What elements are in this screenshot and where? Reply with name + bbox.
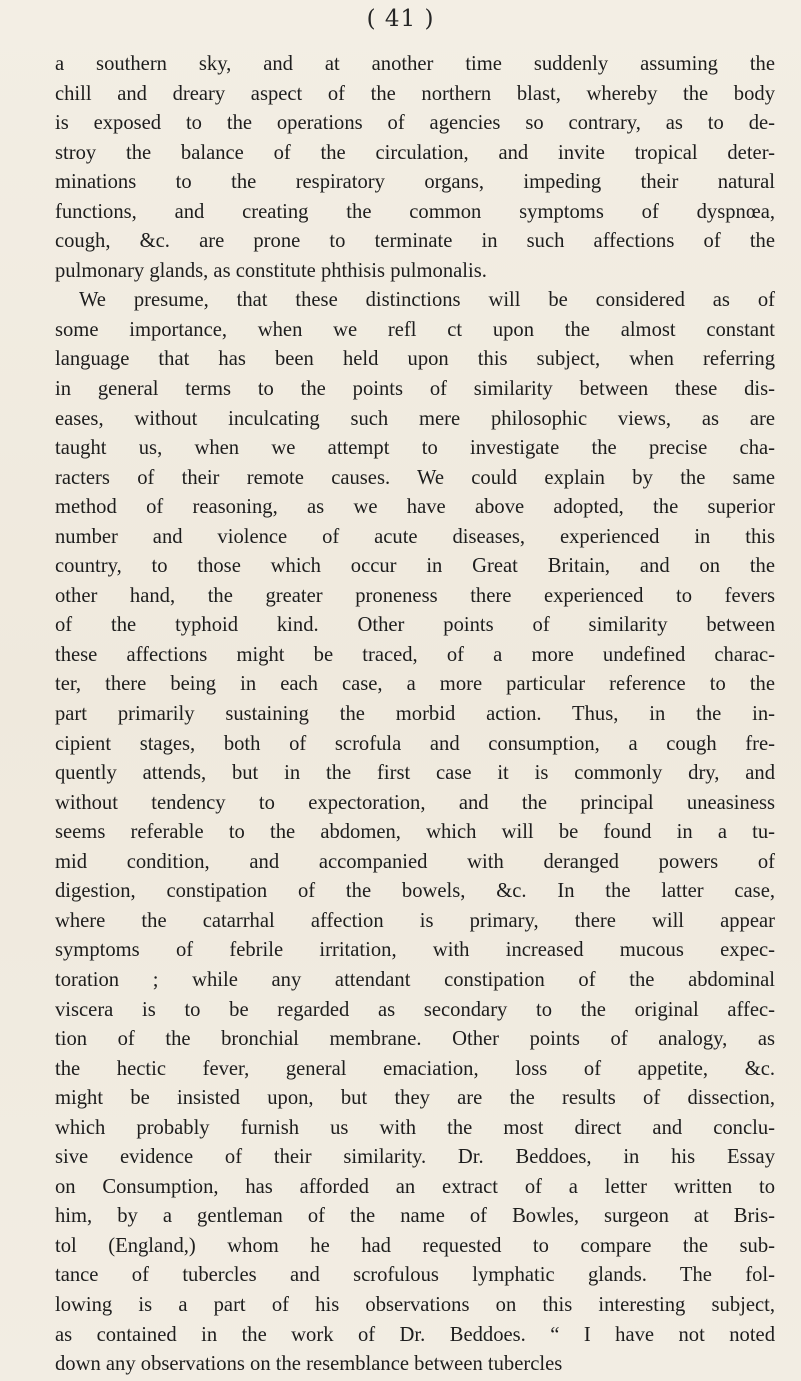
text-line: toration ; while any attendant constipation of the abdominal (55, 968, 775, 991)
text-line: down any observations on the resemblance between tubercles (55, 1353, 563, 1376)
text-line: cough, &c. are prone to terminate in such affections of the (55, 230, 775, 253)
text-line: digestion, constipation of the bowels, &c. In the latter case, (55, 880, 775, 903)
text-line: tance of tubercles and scrofulous lymphatic glands. The fol- (55, 1264, 775, 1287)
text-line: number and violence of acute diseases, experienced in this (55, 525, 775, 548)
text-line: where the catarrhal affection is primary, there will appear (55, 909, 775, 932)
text-line: him, by a gentleman of the name of Bowles, surgeon at Bris- (55, 1205, 775, 1228)
text-line: part primarily sustaining the morbid action. Thus, in the in- (55, 703, 775, 726)
text-line: seems referable to the abdomen, which will be found in a tu- (55, 821, 775, 844)
text-line: functions, and creating the common symptoms of dyspnœa, (55, 200, 775, 223)
text-line: on Consumption, has afforded an extract of a letter written to (55, 1175, 775, 1198)
text-line: eases, without inculcating such mere philosophic views, as are (55, 407, 775, 430)
text-line: pulmonary glands, as constitute phthisis pulmonalis. (55, 259, 487, 282)
text-line: symptoms of febrile irritation, with increased mucous expec- (55, 939, 775, 962)
text-line: method of reasoning, as we have above adopted, the superior (55, 496, 775, 519)
text-line: taught us, when we attempt to investigate the precise cha- (55, 437, 775, 460)
text-line: viscera is to be regarded as secondary to the original affec- (55, 998, 775, 1021)
text-line: the hectic fever, general emaciation, loss of appetite, &c. (55, 1057, 775, 1080)
text-line: a southern sky, and at another time suddenly assuming the (55, 53, 775, 75)
text-line: without tendency to expectoration, and the principal uneasiness (55, 791, 775, 814)
text-line: cipient stages, both of scrofula and consumption, a cough fre- (55, 732, 775, 755)
text-line: country, to those which occur in Great Britain, and on the (55, 555, 775, 578)
text-line: is exposed to the operations of agencies so contrary, as to de- (55, 112, 775, 135)
text-line: racters of their remote causes. We could explain by the same (55, 466, 775, 489)
text-line: chill and dreary aspect of the northern blast, whereby the body (55, 82, 775, 105)
page-number: ( 41 ) (366, 6, 435, 32)
body-text (55, 50, 775, 1380)
text-line: ter, there being in each case, a more particular reference to the (55, 673, 775, 696)
text-line: these affections might be traced, of a more undefined charac- (55, 643, 775, 666)
text-line: might be insisted upon, but they are the results of dissection, (55, 1087, 775, 1110)
text-line: some importance, when we refl ct upon the almost constant (55, 318, 775, 341)
text-line: which probably furnish us with the most direct and conclu- (55, 1116, 775, 1139)
text-line: lowing is a part of his observations on this interesting subject, (55, 1293, 775, 1316)
text-line: of the typhoid kind. Other points of similarity between (55, 614, 775, 637)
text-line: stroy the balance of the circulation, and invite tropical deter- (55, 141, 775, 164)
text-line: in general terms to the points of similarity between these dis- (55, 378, 775, 401)
text-line: tol (England,) whom he had requested to compare the sub- (55, 1234, 775, 1257)
text-line: tion of the bronchial membrane. Other points of analogy, as (55, 1028, 775, 1051)
text-line: as contained in the work of Dr. Beddoes. “ I have not noted (55, 1323, 775, 1346)
text-line: mid condition, and accompanied with deranged powers of (55, 850, 775, 873)
text-line: We presume, that these distinctions will be considered as of (79, 289, 775, 312)
text-line: sive evidence of their similarity. Dr. Beddoes, in his Essay (55, 1146, 775, 1169)
text-line: quently attends, but in the first case it is commonly dry, and (55, 762, 775, 785)
text-line: language that has been held upon this subject, when referring (55, 348, 775, 371)
text-line: other hand, the greater proneness there experienced to fevers (55, 584, 775, 607)
text-line: minations to the respiratory organs, impeding their natural (55, 171, 775, 194)
